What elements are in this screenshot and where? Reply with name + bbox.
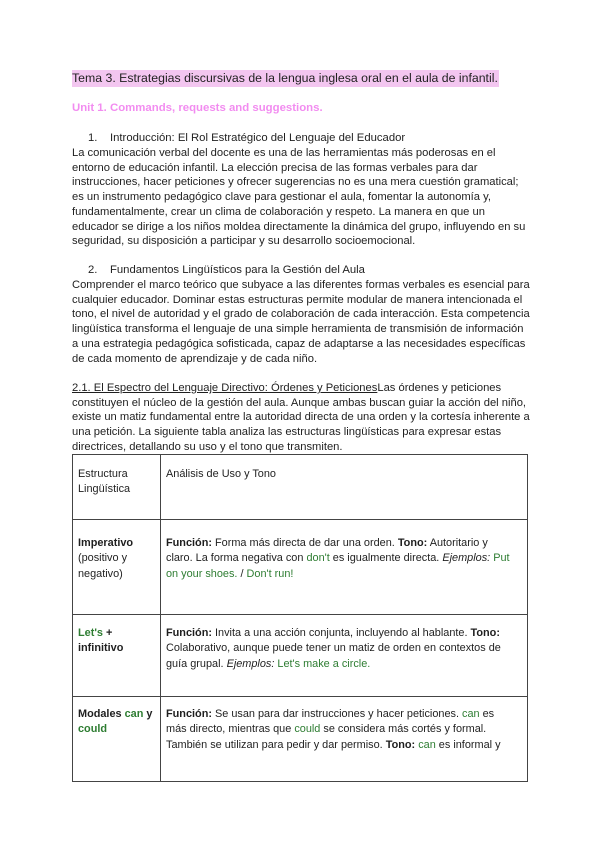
table-row xyxy=(73,697,528,782)
section-1-paragraph: La comunicación verbal del docente es una de las herramientas más poderosas en el entorno de educación infantil. La elección precisa de las formas verbales para dar instrucciones, hacer peticiones y ofrecer sugerencias no es una mera cuestión gramatical; es un instrumento pedagógico clave para gestionar el aula, fomentar la autonomía y, fundamentalmente, crear un clima de colaboración y respeto. La manera en que un educador se dirige a los niños moldea directamente la dinámica del grupo, influyendo en su seguridad, su disposición a participar y su desarrollo socioemocional. xyxy=(72,147,526,248)
table-row xyxy=(73,520,528,615)
table-header-row xyxy=(73,455,528,520)
table-cell: Función: Invita a una acción conjunta, incluyendo al hablante. Tono: Colaborativo, aunque puede tener un matiz de orden en contextos de guía grupal. Ejemplos: Let's make a circle. xyxy=(161,615,528,697)
table-header-cell: Estructura Lingüística xyxy=(73,455,161,520)
table-header-cell: Análisis de Uso y Tono xyxy=(161,455,528,520)
document-title: Tema 3. Estrategias discursivas de la lengua inglesa oral en el aula de infantil. xyxy=(72,71,498,85)
table-cell: Función: Forma más directa de dar una orden. Tono: Autoritario y claro. La forma negativa con don't es igualmente directa. Ejemplos: Put on your shoes. / Don't run! xyxy=(161,520,528,615)
structures-table xyxy=(72,454,528,782)
table-row xyxy=(73,615,528,697)
table-cell: Let's + infinitivo xyxy=(73,615,161,697)
unit-heading: Unit 1. Commands, requests and suggestions. xyxy=(72,102,323,114)
subsection-2-1-heading: 2.1. El Espectro del Lenguaje Directivo: Órdenes y Peticiones xyxy=(72,382,378,394)
section-1-heading: 1. Introducción: El Rol Estratégico del Lenguaje del Educador xyxy=(88,132,406,144)
section-2-heading: 2. Fundamentos Lingüísticos para la Gestión del Aula xyxy=(88,264,365,276)
table-cell: Función: Se usan para dar instrucciones y hacer peticiones. can es más directo, mientras que could se considera más cortés y formal. También se utilizan para pedir y dar permiso. Tono: can es informal y xyxy=(161,697,528,782)
table-cell: Modales can y could xyxy=(73,697,161,782)
table-cell: Imperativo (positivo y negativo) xyxy=(73,520,161,615)
section-2-paragraph: Comprender el marco teórico que subyace a las diferentes formas verbales es esencial para cualquier educador. Dominar estas estructuras permite modular de manera intencionada el tono, el nivel de autoridad y el grado de colaboración de cada interacción. Esta competencia lingüística transforma el lenguaje de una simple herramienta de transmisión de información a una estrategia pedagógica sofisticada, capaz de adaptarse a las necesidades específicas de cada momento de aprendizaje y de cada niño. xyxy=(72,279,530,365)
subsection-2-1-paragraph: 2.1. El Espectro del Lenguaje Directivo: Órdenes y PeticionesLas órdenes y peticiones constituyen el núcleo de la gestión del aula. Aunque ambas buscan guiar la acción del niño, existe un matiz fundamental entre la autoridad directa de una orden y la cortesía inherente a una petición. La siguiente tabla analiza las estructuras lingüísticas para expresar estas directrices, detallando su uso y el tono que transmiten. xyxy=(72,382,530,453)
